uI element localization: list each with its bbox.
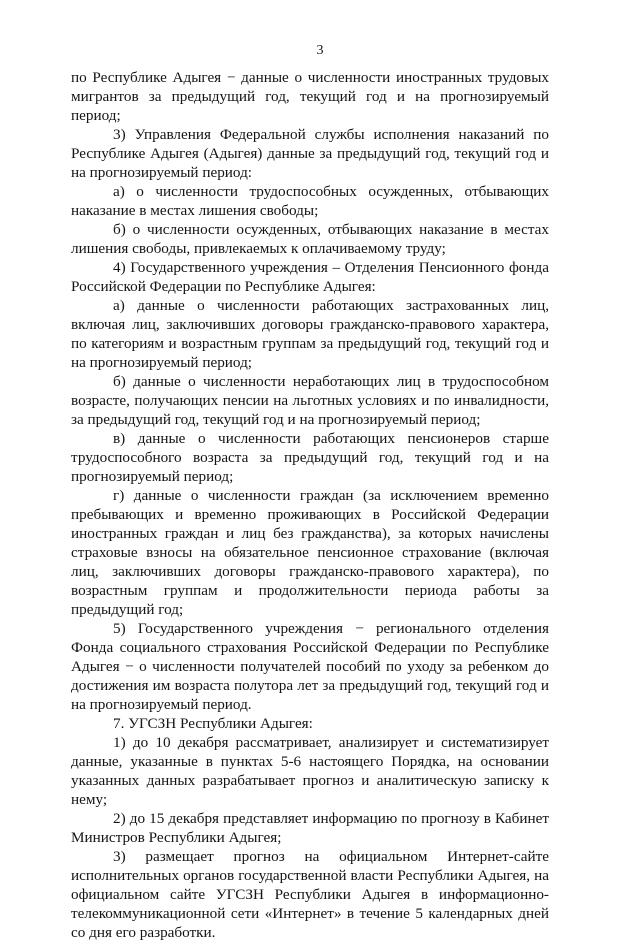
paragraph: г) данные о численности граждан (за исключением временно пребывающих и временно проживающих в Российской Федерации иностранных граждан и лиц без гражданства), за которых начислены страховые взносы на обязательное пенсионное страхование (включая лиц, заключивших договоры гражданско-правового характера), по возрастным группам и продолжительности периода работы за предыдущий год; — [71, 487, 549, 618]
paragraph: 2) до 15 декабря представляет информацию по прогнозу в Кабинет Министров Республики Адыгея; — [71, 810, 549, 846]
paragraph: б) данные о численности неработающих лиц в трудоспособном возрасте, получающих пенсии на льготных условиях и по инвалидности, за предыдущий год, текущий год и на прогнозируемый период; — [71, 373, 549, 428]
paragraph: в) данные о численности работающих пенсионеров старше трудоспособного возраста за предыдущий год, текущий год и на прогнозируемый период; — [71, 430, 549, 485]
paragraph: а) о численности трудоспособных осужденных, отбывающих наказание в местах лишения свободы; — [71, 183, 549, 219]
paragraph: 5) Государственного учреждения − регионального отделения Фонда социального страхования Российской Федерации по Республике Адыгея − о численности получателей пособий по уходу за ребенком до достижения им возраста полутора лет за предыдущий год, текущий год и на прогнозируемый период. — [71, 620, 549, 713]
page-number: 3 — [316, 43, 324, 58]
paragraph: а) данные о численности работающих застрахованных лиц, включая лиц, заключивших договоры гражданско-правового характера, по категориям и возрастным группам за предыдущий год, текущий год и на прогнозируемый период; — [71, 297, 549, 371]
paragraph: 3) Управления Федеральной службы исполнения наказаний по Республике Адыгея (Адыгея) данные за предыдущий год, текущий год и на прогнозируемый период: — [71, 126, 549, 181]
paragraph: 3) размещает прогноз на официальном Интернет-сайте исполнительных органов государственной власти Республики Адыгея, на официальном сайте УГСЗН Республики Адыгея в информационно-телекоммуникационной сети «Интернет» в течение 5 календарных дней со дня его разработки. — [71, 848, 549, 941]
paragraph: по Республике Адыгея − данные о численности иностранных трудовых мигрантов за предыдущий год, текущий год и на прогнозируемый период; — [71, 69, 549, 124]
paragraph: 7. УГСЗН Республики Адыгея: — [113, 715, 313, 732]
document-body — [71, 68, 549, 942]
paragraph: 4) Государственного учреждения – Отделения Пенсионного фонда Российской Федерации по Республике Адыгея: — [71, 259, 549, 295]
paragraph: 1) до 10 декабря рассматривает, анализирует и систематизирует данные, указанные в пунктах 5-6 настоящего Порядка, на основании указанных данных разрабатывает прогноз и аналитическую записку к нему; — [71, 734, 549, 808]
paragraph: б) о численности осужденных, отбывающих наказание в местах лишения свободы, привлекаемых к оплачиваемому труду; — [71, 221, 549, 257]
